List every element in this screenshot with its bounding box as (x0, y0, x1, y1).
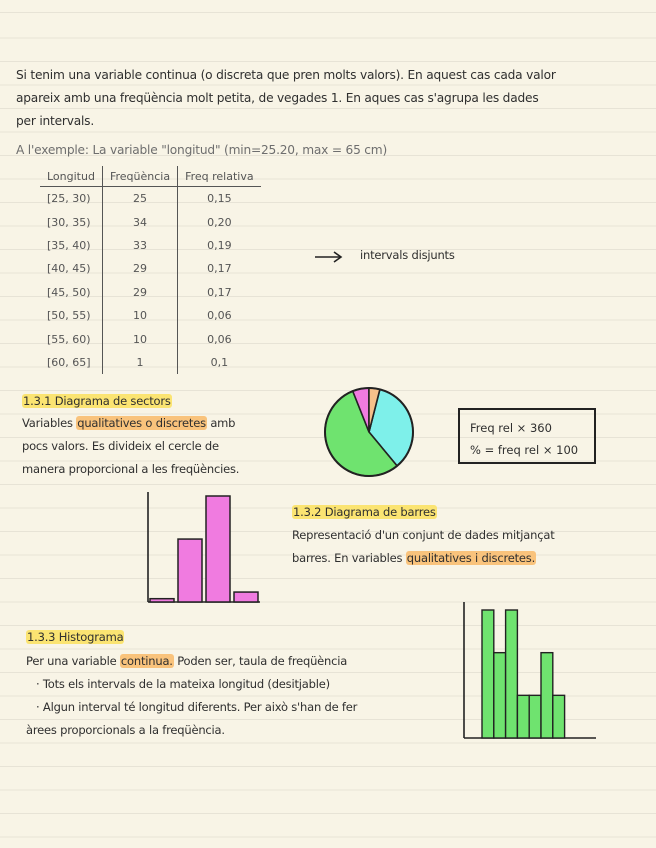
table-row (40, 304, 261, 327)
bars-highlight: qualitatives i discretes. (406, 551, 536, 565)
table-cell: 33 (102, 234, 177, 257)
table-cell: [30, 35) (40, 210, 102, 233)
histogram-chart (462, 600, 598, 742)
histogram-bar (506, 610, 518, 738)
table-cell: 29 (102, 281, 177, 304)
table-cell: 10 (102, 327, 177, 350)
table-cell: [55, 60) (40, 327, 102, 350)
table-cell: [35, 40) (40, 234, 102, 257)
bars-title-wrap (292, 505, 437, 519)
table-row (40, 257, 261, 280)
histogram-line-1-pre: Per una variable (26, 654, 120, 668)
table-cell: 25 (102, 187, 177, 211)
pie-chart (322, 385, 416, 479)
bar (150, 599, 174, 602)
bar (178, 539, 202, 602)
formula-box (458, 408, 596, 464)
table-cell: [45, 50) (40, 281, 102, 304)
histogram-bullet-3: àrees proporcionals a la freqüència. (26, 723, 225, 737)
table-cell: [25, 30) (40, 187, 102, 211)
table-header-row (40, 166, 261, 187)
table-cell: [60, 65] (40, 351, 102, 374)
histogram-bar (482, 610, 494, 738)
histogram-title: 1.3.3 Histograma (27, 630, 124, 644)
histogram-line-1-post: Poden ser, taula de freqüència (173, 654, 348, 668)
intro-line-2: apareix amb una freqüència molt petita, de vegades 1. En aques cas s'agrupa les dades (16, 91, 539, 105)
table-cell: 0,15 (207, 192, 232, 206)
sectors-title-wrap (22, 394, 172, 408)
arrow-right-icon (314, 250, 344, 264)
histogram-highlight: continua. (120, 654, 173, 668)
arrow-note: intervals disjunts (360, 248, 455, 262)
histogram-bullet-1: · Tots els intervals de la mateixa longitud (desitjable) (36, 677, 330, 691)
sectors-highlight: qualitatives o discretes (77, 416, 206, 430)
bars-title: 1.3.2 Diagrama de barres (293, 505, 436, 519)
table-cell: 10 (102, 304, 177, 327)
histogram-bar (553, 695, 565, 738)
table-cell: [40, 45) (40, 257, 102, 280)
example-text: A l'exemple: La variable "longitud" (min=25.20, max = 65 cm) (16, 143, 388, 157)
sectors-line-1-post: amb (206, 416, 236, 430)
bars-line-2 (292, 551, 536, 565)
table-row (40, 187, 261, 211)
histogram-bar (541, 653, 553, 738)
table-cell: 34 (102, 210, 177, 233)
intro-line-1: Si tenim una variable continua (o discreta que pren molts valors). En aquest cas cada valor (16, 68, 556, 82)
table-cell: 1 (102, 351, 177, 374)
bar-chart (146, 490, 262, 606)
table-cell: 0,17 (207, 262, 232, 276)
bar (234, 592, 258, 602)
bars-line-2-pre: barres. En variables (292, 551, 406, 565)
sectors-title: 1.3.1 Diagrama de sectors (23, 394, 171, 408)
bars-line-1: Representació d'un conjunt de dades mitjançat (292, 528, 555, 542)
intro-line-3: per intervals. (16, 114, 95, 128)
table-row (40, 234, 261, 257)
sectors-line-1 (22, 416, 235, 430)
bar (206, 496, 230, 602)
sectors-line-3: manera proporcional a les freqüències. (22, 462, 240, 476)
table-cell: 0,06 (207, 332, 232, 346)
frequency-table (40, 166, 261, 374)
table-cell: [50, 55) (40, 304, 102, 327)
table-header: Freq relativa (178, 166, 261, 187)
table-header: Freqüència (102, 166, 177, 187)
table-cell: 0,06 (207, 309, 232, 323)
table-row (40, 210, 261, 233)
formula-line-2: % = freq rel × 100 (470, 443, 579, 457)
table-cell: 0,20 (207, 215, 232, 229)
formula-line-1: Freq rel × 360 (470, 421, 552, 435)
histogram-bullet-2: · Algun interval té longitud diferents. Per això s'han de fer (36, 700, 358, 714)
table-cell: 29 (102, 257, 177, 280)
table-header: Longitud (40, 166, 102, 187)
sectors-line-2: pocs valors. Es divideix el cercle de (22, 439, 219, 453)
histogram-line-1 (26, 654, 347, 668)
histogram-title-wrap (26, 630, 124, 644)
sectors-line-1-pre: Variables (22, 416, 77, 430)
table-row (40, 281, 261, 304)
table-row (40, 327, 261, 350)
histogram-bar (517, 695, 529, 738)
histogram-bar (529, 695, 541, 738)
table-row (40, 351, 261, 374)
table-cell: 0,17 (207, 285, 232, 299)
table-cell: 0,1 (210, 355, 229, 369)
histogram-bar (494, 653, 506, 738)
table-cell: 0,19 (207, 238, 232, 252)
